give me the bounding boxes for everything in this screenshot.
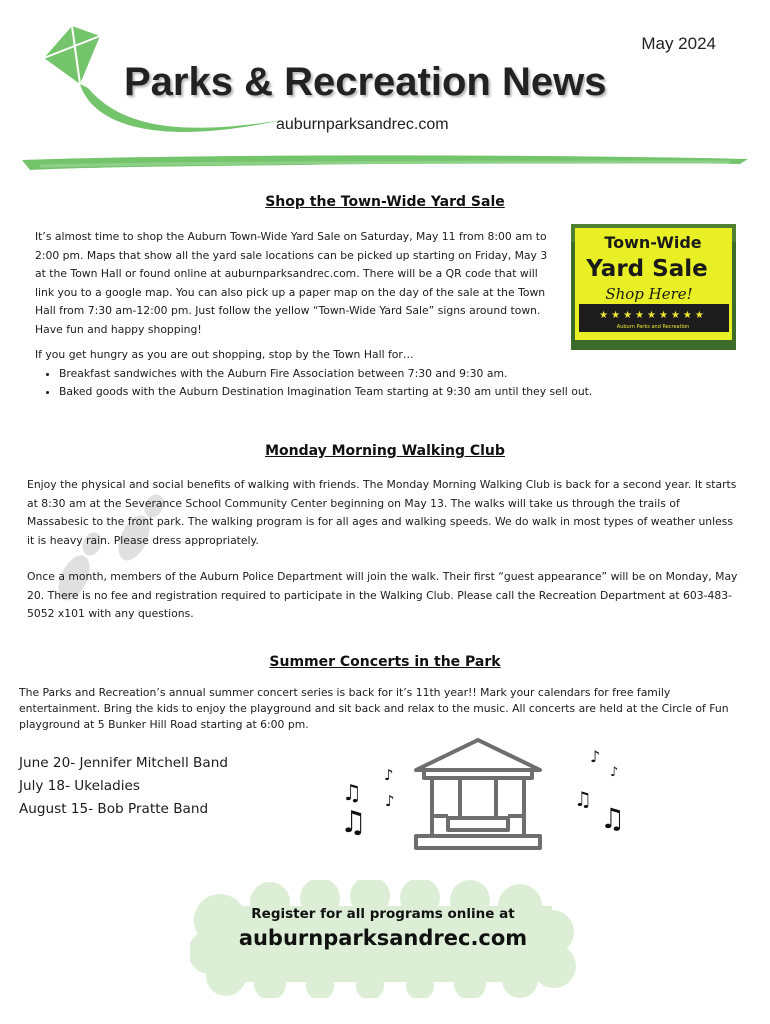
svg-text:♪: ♪: [385, 792, 395, 810]
list-item: July 18- Ukeladies: [19, 778, 140, 794]
svg-text:♫: ♫: [340, 805, 367, 840]
walking-club-body: [27, 476, 743, 624]
svg-text:♪: ♪: [384, 766, 394, 784]
walking-paragraph-1: Enjoy the physical and social benefits of walking with friends. The Monday Morning Walking Club is back for a second year. It starts at 8:30 am at the Severance School Community Center beginning on May 13. The walks will take us through the trails of Massabesic to the front park. The walking program is for all ages and walking speeds. We do walk in most types of weather unless it is heavy rain. Please dress appropriately.: [27, 478, 737, 547]
svg-text:♫: ♫: [574, 787, 592, 811]
yard-sale-food: [35, 346, 735, 402]
register-prompt: Register for all programs online at: [251, 906, 515, 922]
newsletter-title: Parks & Recreation News: [124, 60, 607, 104]
concerts-body: [19, 685, 731, 733]
svg-text:♫: ♫: [342, 781, 362, 806]
walking-paragraph-2: Once a month, members of the Auburn Police Department will join the walk. Their first “guest appearance” will be on Monday, May 20. There is no fee and registration required to participate in the Walking Club. Please call the Recreation Department at 603-483-5052 x101 with any questions.: [27, 570, 738, 620]
svg-text:♪: ♪: [610, 765, 619, 780]
svg-text:♪: ♪: [590, 747, 601, 766]
yard-sale-body: [35, 228, 560, 339]
concerts-heading: Summer Concerts in the Park: [269, 654, 501, 670]
yard-sale-heading: Shop the Town-Wide Yard Sale: [265, 194, 505, 210]
svg-text:★★★★★★★★★: ★★★★★★★★★: [599, 310, 707, 321]
gazebo-icon: [408, 736, 548, 852]
hungry-intro: If you get hungry as you are out shopping, stop by the Town Hall for…: [35, 348, 414, 361]
issue-date: May 2024: [641, 34, 716, 53]
list-item: • Breakfast sandwiches with the Auburn Fire Association between 7:30 and 9:30 am.: [59, 365, 735, 384]
concerts-paragraph: The Parks and Recreation’s annual summer concert series is back for it’s 11th year!! Mark your calendars for free family entertainment. Bring the kids to enjoy the playground and sit back and relax to the music. All concerts are held at the Circle of Fun playground at 5 Bunker Hill Road starting at 6:00 pm.: [19, 686, 729, 731]
sign-line1: Town-Wide: [604, 233, 702, 252]
register-url-link[interactable]: auburnparksandrec.com: [238, 926, 528, 950]
list-item: June 20- Jennifer Mitchell Band: [19, 755, 228, 771]
list-item: • Baked goods with the Auburn Destination Imagination Team starting at 9:30 am until they sell out.: [59, 383, 735, 402]
sign-line2: Yard Sale: [586, 256, 708, 282]
food-list: [35, 365, 735, 402]
list-item: August 15- Bob Pratte Band: [19, 801, 209, 817]
svg-text:♫: ♫: [600, 802, 626, 835]
sign-footer: Auburn Parks and Recreation: [616, 324, 690, 330]
yard-sale-paragraph: It’s almost time to shop the Auburn Town-Wide Yard Sale on Saturday, May 11 from 8:00 am to 2:00 pm. Maps that show all the yard sale locations can be picked up starting on Friday, May 3 at the Town Hall or found online at auburnparksandrec.com. There will be a QR code that will link you to a google map. You can also pick up a paper map on the day of the sale at the Town Hall from 7:30 am-12:00 pm. Just follow the yellow “Town-Wide Yard Sale” signs around town. Have fun and happy shopping!: [35, 230, 548, 336]
walking-club-heading: Monday Morning Walking Club: [265, 443, 505, 459]
website-url[interactable]: auburnparksandrec.com: [276, 116, 449, 133]
sign-line3: Shop Here!: [605, 285, 693, 303]
yard-sale-sign-photo: [571, 224, 736, 350]
concert-schedule: [19, 752, 228, 821]
header-divider-stroke: [0, 150, 770, 178]
